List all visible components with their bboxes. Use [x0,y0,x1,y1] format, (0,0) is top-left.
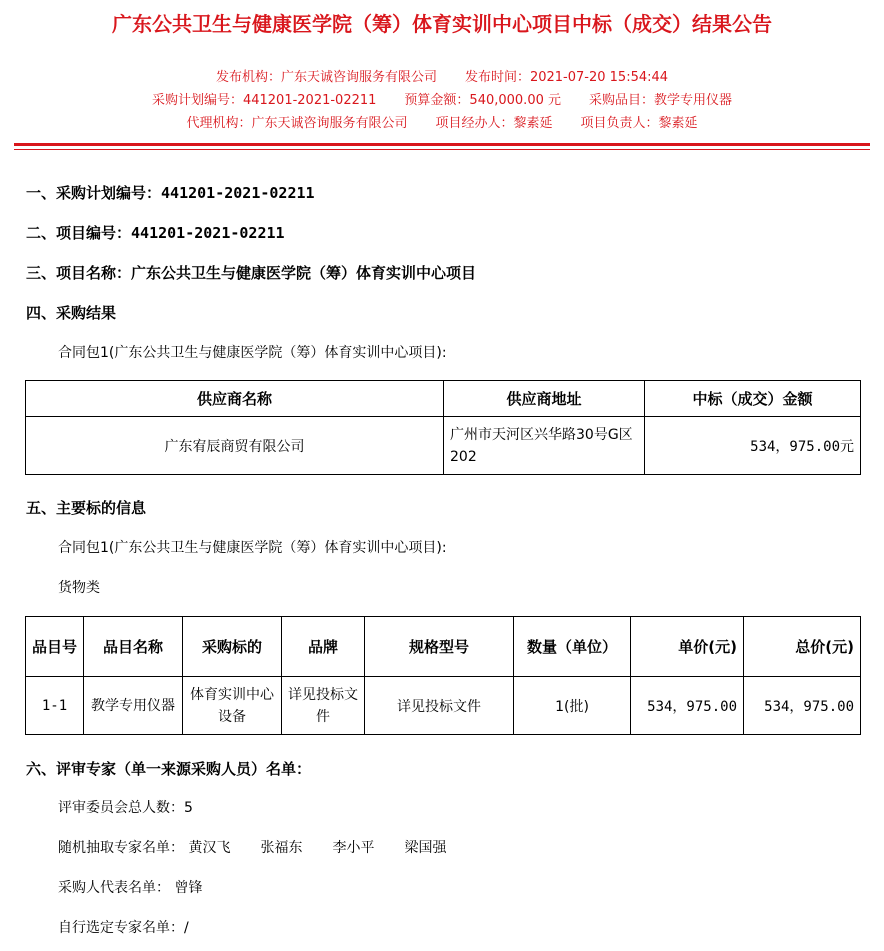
publish-time: 发布时间：2021-07-20 15:54:44 [464,70,669,85]
award-amount: 534，975.00元 [645,417,861,475]
expert-name: 梁国强 [404,840,447,856]
item-table-header [26,617,861,677]
section-6: 六、评审专家（单一来源采购人员）名单： [26,760,312,778]
header-supplier-address: 供应商地址 [444,381,645,417]
header-item-name: 品目名称 [84,617,183,677]
table-row [26,677,861,735]
budget: 预算金额：540,000.00 元 [404,93,561,108]
expert-name: 李小平 [332,840,375,856]
section-3: 三、项目名称：广东公共卫生与健康医学院（筹）体育实训中心项目 [26,264,477,282]
item-unit-price: 534，975.00 [631,677,744,735]
meta-line-3 [0,112,884,131]
handler: 项目经办人：黎素延 [435,116,553,131]
section-1 [26,182,315,203]
section-4-package: 合同包1(广东公共卫生与健康医学院（筹）体育实训中心项目): [58,345,447,361]
section-1-value: 441201-2021-02211 [161,184,315,202]
section-5-type: 货物类 [58,580,100,596]
page-title: 广东公共卫生与健康医学院（筹）体育实训中心项目中标（成交）结果公告 [112,12,772,36]
random-experts-label: 随机抽取专家名单： [58,840,184,856]
header-total: 总价(元) [744,617,861,677]
result-table-header [26,381,861,417]
section-5: 五、主要标的信息 [26,499,147,517]
expert-name: 张福东 [260,840,303,856]
self-selected-experts: 自行选定专家名单：/ [58,920,189,936]
header-brand: 品牌 [282,617,365,677]
purchaser-representative: 采购人代表名单： 曾锋 [58,880,203,896]
expert-name: 黄汉飞 [188,840,231,856]
header-supplier-name: 供应商名称 [26,381,444,417]
section-2-label: 二、项目编号： [26,224,132,242]
section-4: 四、采购结果 [26,304,117,322]
header-quantity: 数量（单位） [514,617,631,677]
category: 采购品目：教学专用仪器 [589,93,733,108]
agency: 代理机构：广东天诚咨询服务有限公司 [186,116,408,131]
random-experts [58,837,476,857]
item-quantity: 1(批) [514,677,631,735]
result-table [25,380,861,475]
meta-line-1 [0,66,884,85]
item-name: 教学专用仪器 [84,677,183,735]
divider-thin [14,149,870,150]
header-spec: 规格型号 [365,617,514,677]
plan-number: 采购计划编号：441201-2021-02211 [151,93,377,108]
supplier-address: 广州市天河区兴华路30号G区202 [444,417,645,475]
item-brand: 详见投标文件 [282,677,365,735]
section-2-value: 441201-2021-02211 [131,224,285,242]
header-target: 采购标的 [183,617,282,677]
table-row [26,417,861,475]
header-item-no: 品目号 [26,617,84,677]
item-target: 体育实训中心设备 [183,677,282,735]
committee-total: 评审委员会总人数：5 [58,800,193,816]
item-table [25,616,861,735]
supplier-name: 广东宥辰商贸有限公司 [26,417,444,475]
publisher: 发布机构：广东天诚咨询服务有限公司 [215,70,437,85]
item-no: 1-1 [26,677,84,735]
header-unit-price: 单价(元) [631,617,744,677]
owner: 项目负责人：黎素延 [580,116,698,131]
section-5-package: 合同包1(广东公共卫生与健康医学院（筹）体育实训中心项目): [58,540,447,556]
header-amount: 中标（成交）金额 [645,381,861,417]
section-2 [26,222,285,243]
item-spec: 详见投标文件 [365,677,514,735]
meta-line-2 [0,89,884,108]
item-total: 534，975.00 [744,677,861,735]
divider-thick [14,143,870,146]
section-1-label: 一、采购计划编号： [26,184,162,202]
